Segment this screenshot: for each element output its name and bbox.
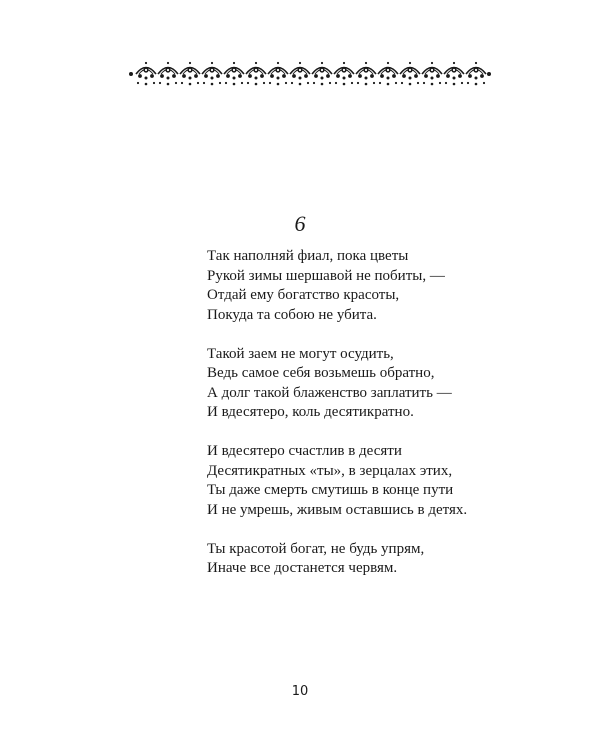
poem-line: Ты даже смерть смутишь в конце пути (207, 482, 454, 498)
poem-line: Такой заем не могут осудить, (207, 345, 394, 362)
poem-line: Отдай ему богатство красоты, (207, 287, 400, 303)
poem-line: Так наполняй фиал, пока цветы (207, 248, 409, 264)
lace-ornament-icon (128, 58, 494, 88)
stanza (207, 540, 507, 579)
stanza (207, 442, 507, 520)
poem-line: Покуда та собою не убита. (207, 306, 377, 323)
poem-line: И вдесятеро счастлив в десяти (207, 443, 402, 459)
poem-line: Рукой зимы шершавой не побиты, — (207, 267, 445, 284)
poem-line: И вдесятеро, коль десятикратно. (207, 404, 414, 420)
poem-number: 6 (294, 211, 306, 236)
poem-line: Ведь самое себя возьмешь обратно, (207, 365, 435, 381)
poem-body (207, 247, 507, 579)
poem-line: Десятикратных «ты», в зерцалах этих, (207, 462, 453, 479)
poem-line: А долг такой блаженство заплатить — (207, 384, 452, 401)
poem-line: И не умрешь, живым оставшись в детях. (207, 501, 468, 518)
page-number: 10 (291, 684, 309, 699)
poem-line: Ты красотой богат, не будь упрям, (207, 540, 425, 557)
poem-line: Иначе все достанется червям. (207, 560, 398, 576)
stanza (207, 247, 507, 325)
stanza (207, 345, 507, 423)
